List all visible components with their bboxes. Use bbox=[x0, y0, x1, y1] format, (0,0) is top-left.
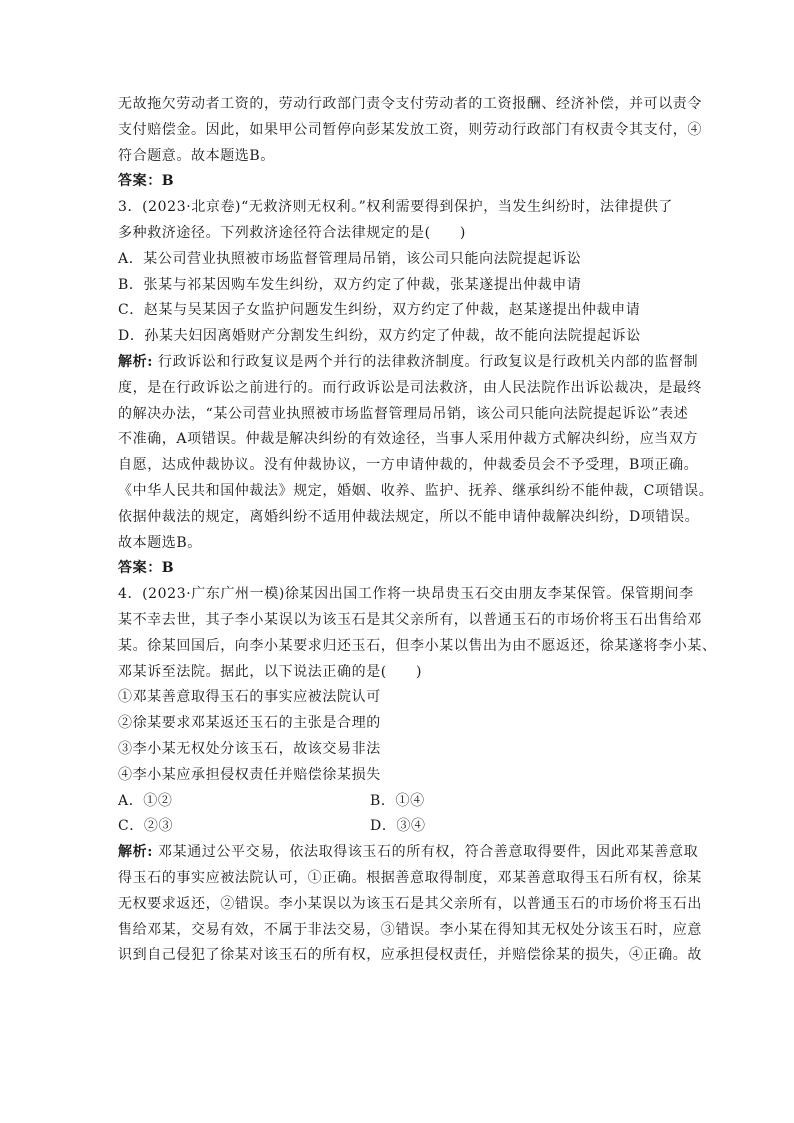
q4-options-row-2 bbox=[118, 814, 684, 840]
q3-analysis-line bbox=[118, 350, 699, 376]
q4-statement: ①邓某善意取得玉石的事实应被法院认可 bbox=[118, 689, 381, 706]
q4-analysis-line: 识到自己侵犯了徐某对该玉石的所有权，应承担侵权责任，并赔偿徐某的损失，④正确。故 bbox=[118, 947, 702, 964]
q4-statement: ②徐某要求邓某返还玉石的主张是合理的 bbox=[118, 715, 381, 732]
q4-options-row-1 bbox=[118, 789, 684, 815]
q3-analysis-line: 自愿，达成仲裁协议。没有仲裁协议，一方申请仲裁的，仲裁委员会不予受理，B项正确。 bbox=[118, 457, 699, 474]
q4-analysis-line: 得玉石的事实应被法院认可，①正确。根据善意取得制度，邓某善意取得玉石所有权，徐某 bbox=[118, 869, 702, 886]
q3-stem-line: 3．(2023·北京卷)“无救济则无权利。”权利需要得到保护，当发生纠纷时，法律提供了 bbox=[118, 199, 674, 216]
q4-statement: ④李小某应承担侵权责任并赔偿徐某损失 bbox=[118, 766, 381, 783]
q3-option-a: A．某公司营业执照被市场监督管理局吊销，该公司只能向法院提起诉讼 bbox=[118, 250, 582, 267]
prev-analysis-line: 符合题意。故本题选B。 bbox=[118, 147, 275, 164]
q3-analysis-line: 不准确，A项错误。仲裁是解决纠纷的有效途径，当事人采用仲裁方式解决纠纷，应当双方 bbox=[118, 431, 699, 448]
q4-stem-line: 某不幸去世，其子李小某误以为该玉石是其父亲所有，以普通玉石的市场价将玉石出售给邓 bbox=[118, 611, 702, 628]
q4-stem-line: 4．(2023·广东广州一模)徐某因出国工作将一块昂贵玉石交由朋友李某保管。保管期间李 bbox=[118, 586, 694, 603]
q3-stem-line: 多种救济途径。下列救济途径符合法律规定的是( ) bbox=[118, 224, 466, 241]
q3-analysis-line: 的解决办法，“某公司营业执照被市场监督管理局吊销，该公司只能向法院提起诉讼”表述 bbox=[118, 405, 689, 422]
q4-statement: ③李小某无权处分该玉石，故该交易非法 bbox=[118, 740, 381, 757]
prev-answer: 答案：B bbox=[118, 173, 175, 190]
q3-answer: 答案：B bbox=[118, 560, 175, 577]
q4-stem-line: 某。徐某回国后，向李小某要求归还玉石，但李小某以售出为由不愿返还，徐某遂将李小某、 bbox=[118, 637, 717, 654]
q3-option-d: D．孙某夫妇因离婚财产分割发生纠纷，双方约定了仲裁，故不能向法院提起诉讼 bbox=[118, 328, 641, 345]
q4-option-b: B．①④ bbox=[370, 792, 425, 809]
prev-analysis-line: 无故拖欠劳动者工资的，劳动行政部门责令支付劳动者的工资报酬、经济补偿，并可以责令 bbox=[118, 96, 702, 112]
q3-option-c: C．赵某与吴某因子女监护问题发生纠纷，双方约定了仲裁，赵某遂提出仲裁申请 bbox=[118, 302, 641, 319]
q3-analysis-text: 行政诉讼和行政复议是两个并行的法律救济制度。行政复议是行政机关内部的监督制 bbox=[152, 353, 699, 370]
q4-analysis-line: 无权要求返还，②错误。李小某误以为该玉石是其父亲所有，以普通玉石的市场价将玉石出 bbox=[118, 895, 702, 912]
q4-analysis-label: 解析: bbox=[118, 844, 153, 861]
q3-option-b: B．张某与祁某因购车发生纠纷，双方约定了仲裁，张某遂提出仲裁申请 bbox=[118, 276, 582, 293]
document-page bbox=[118, 92, 717, 969]
q4-analysis-line: 售给邓某，交易有效，不属于非法交易，③错误。李小某在得知其无权处分该玉石时，应意 bbox=[118, 921, 702, 938]
q4-analysis-text: 邓某通过公平交易，依法取得该玉石的所有权，符合善意取得要件，因此邓某善意取 bbox=[152, 844, 699, 861]
prev-analysis-line: 支付赔偿金。因此，如果甲公司暂停向彭某发放工资，则劳动行政部门有权责令其支付，④ bbox=[118, 121, 702, 138]
q4-option-d: D．③④ bbox=[370, 818, 426, 835]
q3-analysis-line: 故本题选B。 bbox=[118, 534, 202, 551]
q3-analysis-label: 解析: bbox=[118, 353, 153, 370]
q3-analysis-line: 《中华人民共和国仲裁法》规定，婚姻、收养、监护、抚养、继承纠纷不能仲裁，C项错误。 bbox=[118, 482, 714, 499]
q3-analysis-line: 依据仲裁法的规定，离婚纠纷不适用仲裁法规定，所以不能申请仲裁解决纠纷，D项错误。 bbox=[118, 508, 700, 525]
q3-analysis-line: 度，是在行政诉讼之前进行的。而行政诉讼是司法救济，由人民法院作出诉讼裁决，是最终 bbox=[118, 379, 702, 396]
q4-option-c: C．②③ bbox=[118, 818, 174, 835]
q4-option-a: A．①② bbox=[118, 792, 173, 809]
q4-stem-line: 邓某诉至法院。据此，以下说法正确的是( ) bbox=[118, 663, 423, 680]
q4-analysis-line bbox=[118, 840, 699, 866]
